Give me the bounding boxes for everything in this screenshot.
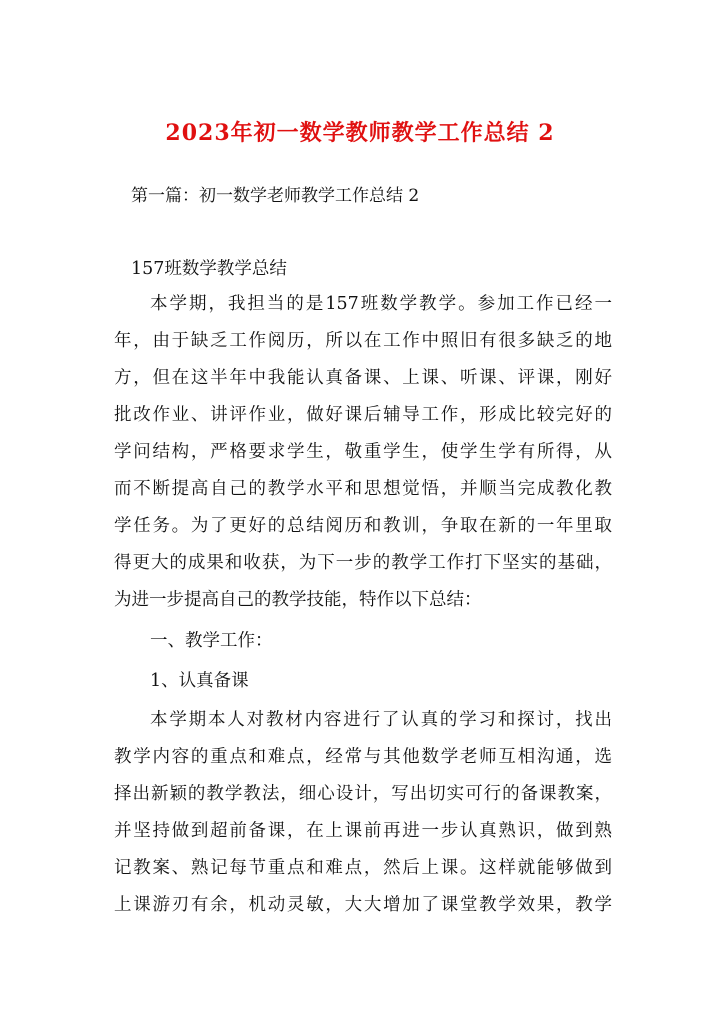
document-title: 2023年初一数学教师教学工作总结 2 xyxy=(165,120,555,146)
paragraph-line: 学任务。为了更好的总结阅历和教训，争取在新的一年里取 xyxy=(114,516,612,536)
paragraph-line: 记教案、熟记每节重点和难点，然后上课。这样就能够做到 xyxy=(114,858,612,878)
paragraph-line: 教学内容的重点和难点，经常与其他数学老师互相沟通，选 xyxy=(114,747,612,767)
paragraph-line: 得更大的成果和收获，为下一步的教学工作打下坚实的基础， xyxy=(114,553,612,573)
paragraph-line: 而不断提高自己的教学水平和思想觉悟，并顺当完成教化教 xyxy=(114,479,612,499)
subsection-label-preparation: 1、认真备课 xyxy=(150,671,249,691)
paragraph-line: 上课游刃有余，机动灵敏，大大增加了课堂教学效果，教学 xyxy=(114,895,612,915)
paragraph-line: 方，但在这半年中我能认真备课、上课、听课、评课，刚好 xyxy=(114,368,612,388)
section-heading: 157班数学教学总结 xyxy=(131,259,287,279)
document-subtitle: 第一篇：初一数学老师教学工作总结 2 xyxy=(131,186,420,206)
paragraph-line: 本学期，我担当的是157班数学教学。参加工作已经一 xyxy=(150,294,612,314)
paragraph-line: 学问结构，严格要求学生，敬重学生，使学生学有所得，从 xyxy=(114,442,612,462)
paragraph-line: 并坚持做到超前备课，在上课前再进一步认真熟识，做到熟 xyxy=(114,821,612,841)
paragraph-line: 年，由于缺乏工作阅历，所以在工作中照旧有很多缺乏的地 xyxy=(114,331,612,351)
paragraph-line: 本学期本人对教材内容进行了认真的学习和探讨，找出 xyxy=(150,710,612,730)
paragraph-line: 为进一步提高自己的教学技能，特作以下总结： xyxy=(114,590,482,610)
paragraph-line: 批改作业、讲评作业，做好课后辅导工作，形成比较完好的 xyxy=(114,405,612,425)
section-label-teaching: 一、教学工作： xyxy=(150,631,273,651)
paragraph-line: 择出新颖的教学教法，细心设计，写出切实可行的备课教案， xyxy=(114,784,612,804)
